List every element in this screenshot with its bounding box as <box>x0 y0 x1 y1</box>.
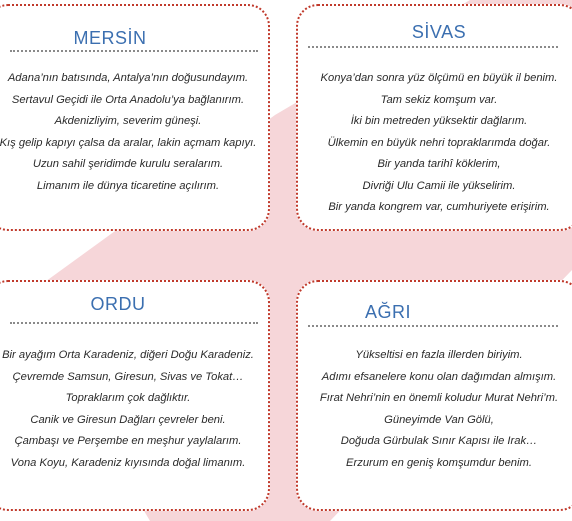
text-line: Fırat Nehri’nin en önemli koludur Murat Nehri’m. <box>319 392 559 404</box>
text-line: Çambaşı ve Perşembe en meşhur yaylalarım. <box>14 435 242 447</box>
text-line: Erzurum en geniş komşumdur benim. <box>346 456 532 469</box>
card-title: AĞRI <box>364 302 411 322</box>
text-line: Canik ve Giresun Dağları çevreler beni. <box>30 413 226 426</box>
text-line: İki bin metreden yüksektir dağlarım. <box>350 115 528 127</box>
text-line: Bir yanda kongrem var, cumhuriyete erişirim. <box>328 201 550 213</box>
text-line: Adana’nın batısında, Antalya’nın doğusundayım. <box>7 72 249 84</box>
text-line: Yükseltisi en fazla illerden biriyim. <box>355 349 523 361</box>
card-agri <box>296 280 572 511</box>
text-line: Ülkemin en büyük nehri topraklarımda doğar. <box>327 136 551 149</box>
text-line: Bir ayağım Orta Karadeniz, diğeri Doğu Karadeniz. <box>2 349 254 361</box>
text-line: Güneyimde Van Gölü, <box>384 413 494 426</box>
text-line: Adımı efsanelere konu olan dağımdan almışım. <box>321 370 557 383</box>
card-divider <box>10 50 258 52</box>
card-ordu <box>0 280 270 511</box>
card-divider <box>10 322 258 324</box>
text-line: Doğuda Gürbulak Sınır Kapısı ile Irak… <box>340 435 538 447</box>
text-line: Bir yanda tarihî köklerim, <box>377 158 501 170</box>
text-line: Uzun sahil şeridimde kurulu seralarım. <box>32 158 224 170</box>
card-divider <box>308 46 558 48</box>
card-text <box>298 345 572 474</box>
card-text <box>298 68 572 219</box>
text-line: Limanım ile dünya ticaretine açılırım. <box>36 179 220 192</box>
text-line: Vona Koyu, Karadeniz kıyısında doğal limanım. <box>10 456 246 469</box>
text-line: Akdenizliyim, severim güneşi. <box>54 115 202 127</box>
text-line: Çevremde Samsun, Giresun, Sivas ve Tokat… <box>12 370 244 383</box>
text-line: Konya’dan sonra yüz ölçümü en büyük il benim. <box>320 72 558 84</box>
text-line: Sertavul Geçidi ile Orta Anadolu’ya bağlanırım. <box>11 93 245 106</box>
card-divider <box>308 325 558 327</box>
card-text <box>0 345 268 474</box>
card-sivas <box>296 4 572 231</box>
text-line: Divriği Ulu Camii ile yükselirim. <box>362 179 516 192</box>
card-text <box>0 68 268 197</box>
card-title: MERSİN <box>73 28 147 48</box>
text-line: Topraklarım çok dağlıktır. <box>65 392 191 404</box>
text-line: Kış gelip kapıyı çalsa da aralar, lakin açmam kapıyı. <box>0 136 257 149</box>
card-title: SİVAS <box>411 22 467 42</box>
text-line: Tam sekiz komşum var. <box>380 93 498 106</box>
card-title: ORDU <box>90 294 146 314</box>
card-mersin <box>0 4 270 231</box>
